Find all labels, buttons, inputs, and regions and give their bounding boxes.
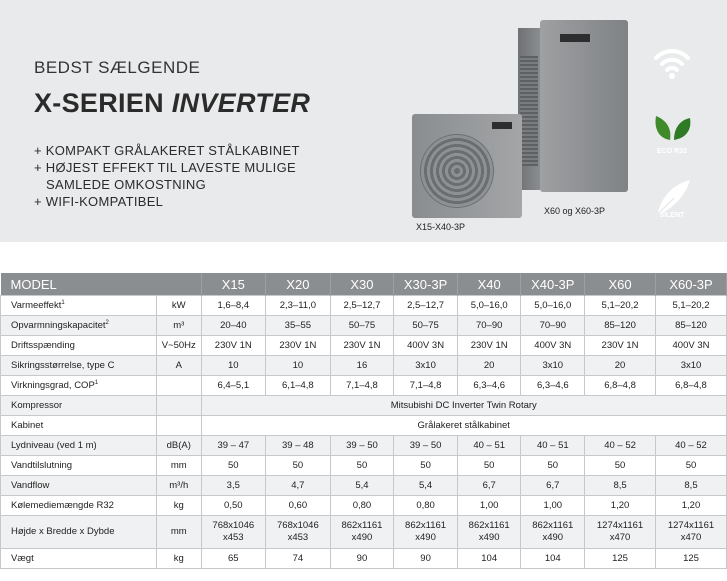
table-cell: 70–90 — [457, 316, 521, 336]
heat-pump-large-image — [540, 20, 628, 192]
table-row — [1, 416, 727, 436]
row-label-text: Varmeeffekt — [11, 300, 62, 312]
table-row — [1, 436, 727, 456]
dims-line2: x470 — [680, 532, 702, 543]
table-cell: 8,5 — [656, 476, 727, 496]
table-cell: 230V 1N — [201, 336, 266, 356]
row-label-text: Vandflow — [11, 480, 50, 491]
table-cell — [585, 516, 656, 549]
header-model-col: X15 — [201, 273, 266, 296]
row-unit: kW — [157, 296, 201, 316]
hero-banner — [0, 0, 727, 242]
label-large-unit: X60 og X60-3P — [544, 206, 606, 216]
row-label-text: Opvarmningskapacitet — [11, 320, 106, 332]
table-cell: 1,20 — [585, 496, 656, 516]
table-cell: 5,0–16,0 — [457, 296, 521, 316]
row-label — [1, 549, 157, 569]
header-model-col: X40 — [457, 273, 521, 296]
table-cell: 40 – 52 — [656, 436, 727, 456]
spec-table — [0, 273, 727, 569]
table-cell: 5,1–20,2 — [656, 296, 727, 316]
row-unit: m³ — [157, 316, 201, 336]
table-cell: 400V 3N — [521, 336, 585, 356]
table-cell — [656, 516, 727, 549]
table-header-row — [1, 273, 727, 296]
footnote-marker: 1 — [61, 299, 65, 306]
dims-line1: 768x1046 — [212, 520, 255, 531]
row-unit — [157, 396, 201, 416]
eco-label: ECO R32 — [657, 148, 687, 155]
table-cell: 50 — [330, 456, 394, 476]
table-cell: 50 — [585, 456, 656, 476]
dims-line2: x453 — [222, 532, 244, 543]
hero-title-italic: INVERTER — [171, 88, 311, 118]
row-unit: kg — [157, 496, 201, 516]
dims-line1: 1274x1161 — [667, 520, 715, 531]
row-label-text: Vandtilslutning — [11, 460, 73, 471]
table-cell: 7,1–4,8 — [330, 376, 394, 396]
row-unit — [157, 416, 201, 436]
table-cell: 50 — [457, 456, 521, 476]
row-label: Kompressor — [1, 396, 157, 416]
table-cell: 2,3–11,0 — [266, 296, 331, 316]
table-cell: 104 — [521, 549, 585, 569]
table-cell: 0,80 — [394, 496, 458, 516]
row-unit: dB(A) — [157, 436, 201, 456]
header-model: MODEL — [1, 273, 202, 296]
table-cell: 70–90 — [521, 316, 585, 336]
dims-line1: 1274x1161 — [596, 520, 644, 531]
dims-line1: 862x1161 — [468, 520, 510, 531]
row-label — [1, 316, 157, 336]
table-cell — [330, 516, 394, 549]
row-unit: mm — [157, 516, 201, 549]
table-cell: 85–120 — [656, 316, 727, 336]
table-cell: 6,3–4,6 — [521, 376, 585, 396]
table-cell: 230V 1N — [330, 336, 394, 356]
row-unit: mm — [157, 456, 201, 476]
table-cell: 50 — [394, 456, 458, 476]
table-row — [1, 376, 727, 396]
table-row — [1, 456, 727, 476]
label-small-unit: X15-X40-3P — [416, 222, 466, 232]
table-row — [1, 396, 727, 416]
table-cell: 125 — [656, 549, 727, 569]
table-cell: 39 – 50 — [394, 436, 458, 456]
table-cell: 1,00 — [521, 496, 585, 516]
dims-line2: x490 — [542, 532, 564, 543]
table-cell: 5,4 — [330, 476, 394, 496]
table-row — [1, 516, 727, 549]
heat-pump-small-image — [412, 114, 522, 218]
table-row — [1, 549, 727, 569]
table-cell: 6,7 — [521, 476, 585, 496]
row-label — [1, 296, 157, 316]
table-cell: 104 — [457, 549, 521, 569]
table-cell: 1,20 — [656, 496, 727, 516]
table-cell: 2,5–12,7 — [330, 296, 394, 316]
table-row — [1, 296, 727, 316]
dims-line1: 862x1161 — [532, 520, 574, 531]
table-cell: 20–40 — [201, 316, 266, 336]
table-row — [1, 336, 727, 356]
table-cell: 6,7 — [457, 476, 521, 496]
header-model-col: X40-3P — [521, 273, 585, 296]
table-cell: 230V 1N — [266, 336, 331, 356]
table-cell: 50–75 — [330, 316, 394, 336]
table-cell: 40 – 51 — [521, 436, 585, 456]
table-cell: 3,5 — [201, 476, 266, 496]
row-label — [1, 436, 157, 456]
header-model-col: X20 — [266, 273, 331, 296]
table-row — [1, 316, 727, 336]
row-label-text: Driftsspænding — [11, 340, 75, 352]
table-cell: 90 — [394, 549, 458, 569]
table-cell: 16 — [330, 356, 394, 376]
table-cell: 230V 1N — [585, 336, 656, 356]
table-cell — [266, 516, 331, 549]
table-cell: 8,5 — [585, 476, 656, 496]
row-unit — [157, 376, 201, 396]
table-cell: 5,4 — [394, 476, 458, 496]
table-cell: 0,80 — [330, 496, 394, 516]
table-cell: 7,1–4,8 — [394, 376, 458, 396]
table-cell: 3x10 — [394, 356, 458, 376]
table-cell: 50–75 — [394, 316, 458, 336]
table-cell: 6,3–4,6 — [457, 376, 521, 396]
header-model-col: X30-3P — [394, 273, 458, 296]
table-row — [1, 476, 727, 496]
table-cell — [394, 516, 458, 549]
table-cell: 35–55 — [266, 316, 331, 336]
table-cell: 50 — [266, 456, 331, 476]
table-cell: 125 — [585, 549, 656, 569]
table-cell: 39 – 47 — [201, 436, 266, 456]
table-cell: 4,7 — [266, 476, 331, 496]
feature-item: + KOMPAKT GRÅLAKERET STÅLKABINET — [34, 143, 300, 158]
table-cell: 40 – 51 — [457, 436, 521, 456]
hero-title-main: X-SERIEN — [34, 88, 164, 118]
table-cell: 6,8–4,8 — [656, 376, 727, 396]
table-cell: 40 – 52 — [585, 436, 656, 456]
table-cell: 0,50 — [201, 496, 266, 516]
table-cell: 6,1–4,8 — [266, 376, 331, 396]
table-cell: 1,00 — [457, 496, 521, 516]
row-label-text: Sikringsstørrelse, type C — [11, 360, 115, 372]
wifi-icon — [650, 40, 694, 84]
row-label: Højde x Bredde x Dybde — [1, 516, 157, 549]
table-cell: 39 – 48 — [266, 436, 331, 456]
table-cell: 50 — [201, 456, 266, 476]
dims-line2: x453 — [287, 532, 309, 543]
dims-line1: 768x1046 — [277, 520, 319, 531]
row-label-text: Vægt — [11, 553, 34, 564]
row-unit: m³/h — [157, 476, 201, 496]
table-cell: 1,6–8,4 — [201, 296, 266, 316]
table-cell: 5,1–20,2 — [585, 296, 656, 316]
row-label-text: Lydniveau (ved 1 m) — [11, 440, 97, 451]
table-cell: 230V 1N — [457, 336, 521, 356]
table-cell: 3x10 — [521, 356, 585, 376]
table-cell: 20 — [457, 356, 521, 376]
table-cell: 400V 3N — [394, 336, 458, 356]
footnote-marker: 1 — [94, 379, 99, 386]
hero-title — [34, 88, 310, 119]
table-cell: 50 — [656, 456, 727, 476]
table-row — [1, 356, 727, 376]
footnote-marker: 2 — [105, 319, 109, 326]
table-cell: 65 — [201, 549, 266, 569]
feature-list — [34, 142, 300, 210]
feature-item: + HØJEST EFFEKT TIL LAVESTE MULIGE — [34, 160, 296, 175]
hero-subtitle: BEDST SÆLGENDE — [34, 58, 201, 77]
feature-item: SAMLEDE OMKOSTNING — [46, 177, 206, 192]
row-label — [1, 376, 157, 396]
dims-line1: 862x1161 — [405, 520, 447, 531]
silent-label: SILENT — [659, 212, 685, 219]
row-label: Kabinet — [1, 416, 157, 436]
table-cell — [201, 516, 266, 549]
table-cell: 400V 3N — [656, 336, 727, 356]
table-cell: 74 — [266, 549, 331, 569]
table-cell: 10 — [266, 356, 331, 376]
table-cell: 85–120 — [585, 316, 656, 336]
row-label — [1, 356, 157, 376]
row-label — [1, 456, 157, 476]
table-cell-span: Grålakeret stålkabinet — [201, 416, 727, 436]
table-cell: 3x10 — [656, 356, 727, 376]
row-label-text: Virkningsgrad, COP — [11, 380, 95, 392]
table-cell-span: Mitsubishi DC Inverter Twin Rotary — [201, 396, 727, 416]
dims-line2: x490 — [478, 532, 500, 543]
row-label — [1, 476, 157, 496]
feature-item: + WIFI-KOMPATIBEL — [34, 194, 164, 209]
table-cell: 2,5–12,7 — [394, 296, 458, 316]
dims-line2: x490 — [351, 532, 373, 543]
table-cell: 5,0–16,0 — [521, 296, 585, 316]
table-cell — [457, 516, 521, 549]
header-model-col: X60 — [585, 273, 656, 296]
dims-line1: 862x1161 — [341, 520, 383, 531]
dims-line2: x470 — [609, 532, 631, 543]
table-cell: 6,8–4,8 — [585, 376, 656, 396]
row-unit: A — [157, 356, 201, 376]
header-model-col: X60-3P — [656, 273, 727, 296]
row-unit: kg — [157, 549, 201, 569]
table-cell: 20 — [585, 356, 656, 376]
row-label — [1, 336, 157, 356]
table-cell: 0,60 — [266, 496, 331, 516]
row-label-text: Kølemediemængde R32 — [11, 500, 114, 511]
header-model-col: X30 — [330, 273, 394, 296]
table-cell: 6,4–5,1 — [201, 376, 266, 396]
table-cell: 10 — [201, 356, 266, 376]
table-cell: 90 — [330, 549, 394, 569]
dims-line2: x490 — [415, 532, 436, 543]
table-row — [1, 496, 727, 516]
table-cell: 50 — [521, 456, 585, 476]
table-cell: 39 – 50 — [330, 436, 394, 456]
row-label — [1, 496, 157, 516]
table-cell — [521, 516, 585, 549]
row-unit: V~50Hz — [157, 336, 201, 356]
